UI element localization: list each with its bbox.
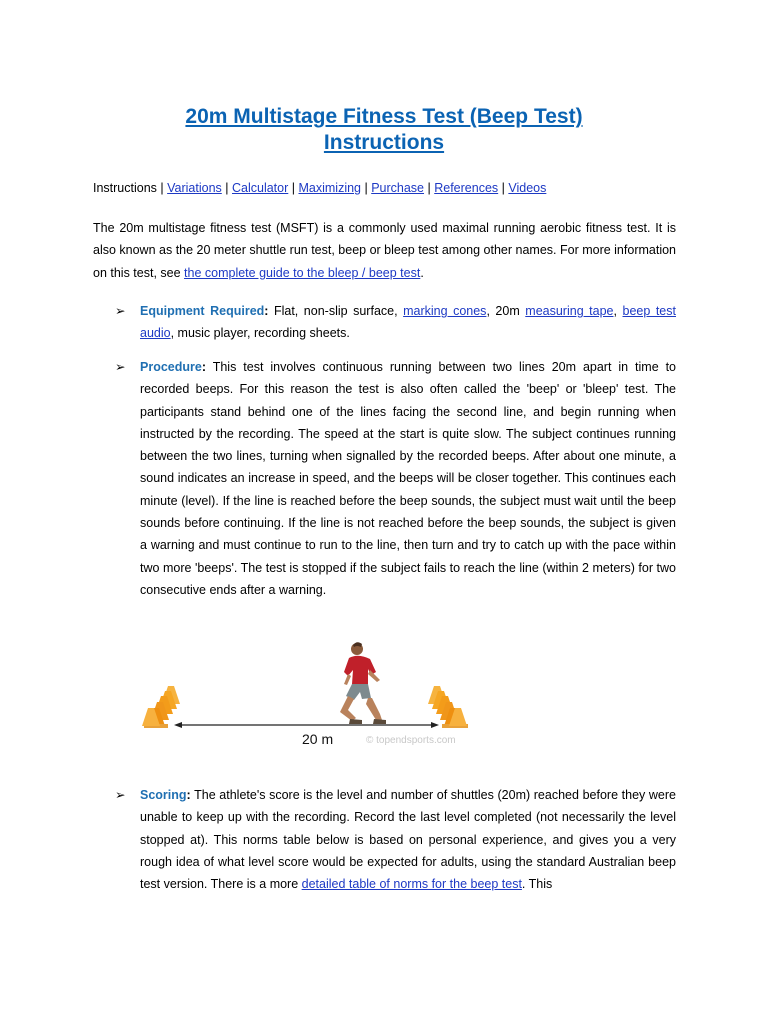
intro-end: . xyxy=(420,265,424,280)
scoring-text: The athlete's score is the level and number of shuttles (20m) reached before they were unable to keep up with the recording. Record the last level completed (not necessarily the level stopped at). This norms table below is based on personal experience, and gives you a very rough idea of what level score would be expected for adults, using the standard Australian beep test version. There is a more xyxy=(140,788,676,892)
nav-link-maximizing[interactable]: Maximizing xyxy=(298,181,361,195)
distance-arrow-icon xyxy=(174,722,439,728)
norms-table-link[interactable]: detailed table of norms for the beep test xyxy=(301,877,522,892)
equipment-label: Equipment Required xyxy=(140,304,265,318)
nav-link-calculator[interactable]: Calculator xyxy=(232,181,289,195)
distance-label: 20 m xyxy=(302,731,334,747)
bullet-arrow-icon: ➢ xyxy=(115,788,126,802)
nav-separator: | xyxy=(156,181,168,195)
measuring-tape-link[interactable]: measuring tape xyxy=(525,304,614,318)
nav-link-variations[interactable]: Variations xyxy=(167,181,222,195)
intro-paragraph xyxy=(93,217,676,284)
section-nav xyxy=(93,179,546,197)
nav-separator: | xyxy=(288,181,299,195)
bullet-arrow-icon: ➢ xyxy=(115,304,126,318)
scoring-colon: : xyxy=(186,788,191,802)
procedure-label: Procedure xyxy=(140,360,202,374)
nav-link-references[interactable]: References xyxy=(434,181,499,195)
equipment-text-4: , music player, recording sheets. xyxy=(170,326,350,341)
right-cones-icon xyxy=(428,686,468,728)
complete-guide-link[interactable]: the complete guide to the bleep / beep test xyxy=(184,265,421,280)
marking-cones-link[interactable]: marking cones xyxy=(403,304,487,318)
scoring-label: Scoring xyxy=(140,788,187,802)
left-cones-icon xyxy=(142,686,180,728)
procedure-text: This test involves continuous running between two lines 20m apart in time to recorded beeps. For this reason the test is also often called the 'beep' or 'bleep' test. The participants stand behind one of the lines facing the second line, and begin running when instructed by the recording. The speed at the start is quite slow. The subject continues running between the two lines, turning when signalled by the recorded beeps. After about one minute, a sound indicates an increase in speed, and the beeps will be closer together. This continues each minute (level). If the line is reached before the beep sounds, the subject must wait until the beep sounds before continuing. If the line is not reached before the beep sounds, the subject is given a warning and must continue to run to the line, then turn and try to catch up with the pace within two more 'beeps'. The test is stopped if the subject fails to reach the line (within 2 meters) for two consecutive ends after a warning. xyxy=(140,360,676,597)
beep-test-illustration xyxy=(130,636,480,756)
procedure-paragraph xyxy=(140,356,676,601)
nav-link-videos[interactable]: Videos xyxy=(508,181,547,195)
watermark-text: © topendsports.com xyxy=(366,735,456,746)
scoring-paragraph xyxy=(140,784,676,895)
nav-separator: | xyxy=(424,181,435,195)
equipment-paragraph xyxy=(140,300,676,345)
nav-separator: | xyxy=(361,181,372,195)
title-line-2[interactable]: Instructions xyxy=(323,131,445,154)
runner-icon xyxy=(340,642,386,724)
bullet-arrow-icon: ➢ xyxy=(115,360,126,374)
beep-test-audio-link[interactable]: beep test audio xyxy=(140,304,676,341)
title-line-1[interactable]: 20m Multistage Fitness Test (Beep Test) xyxy=(185,105,583,128)
nav-link-purchase[interactable]: Purchase xyxy=(371,181,425,195)
nav-separator: | xyxy=(221,181,232,195)
equipment-text-1: Flat, non-slip surface, xyxy=(268,304,404,318)
intro-text: The 20m multistage fitness test (MSFT) is a commonly used maximal running aerobic fitness test. It is also known as the 20 meter shuttle run test, beep or bleep test among other names. For more information on this test, see xyxy=(93,221,676,280)
nav-separator: | xyxy=(498,181,509,195)
page-title xyxy=(92,104,676,156)
nav-current: Instructions xyxy=(93,181,157,195)
equipment-text-2: , 20m xyxy=(486,304,526,318)
equipment-text-3: , xyxy=(613,304,623,318)
illustration-svg xyxy=(130,636,480,756)
procedure-colon: : xyxy=(201,360,207,374)
equipment-colon: : xyxy=(264,304,269,318)
scoring-end: . This xyxy=(521,877,553,892)
